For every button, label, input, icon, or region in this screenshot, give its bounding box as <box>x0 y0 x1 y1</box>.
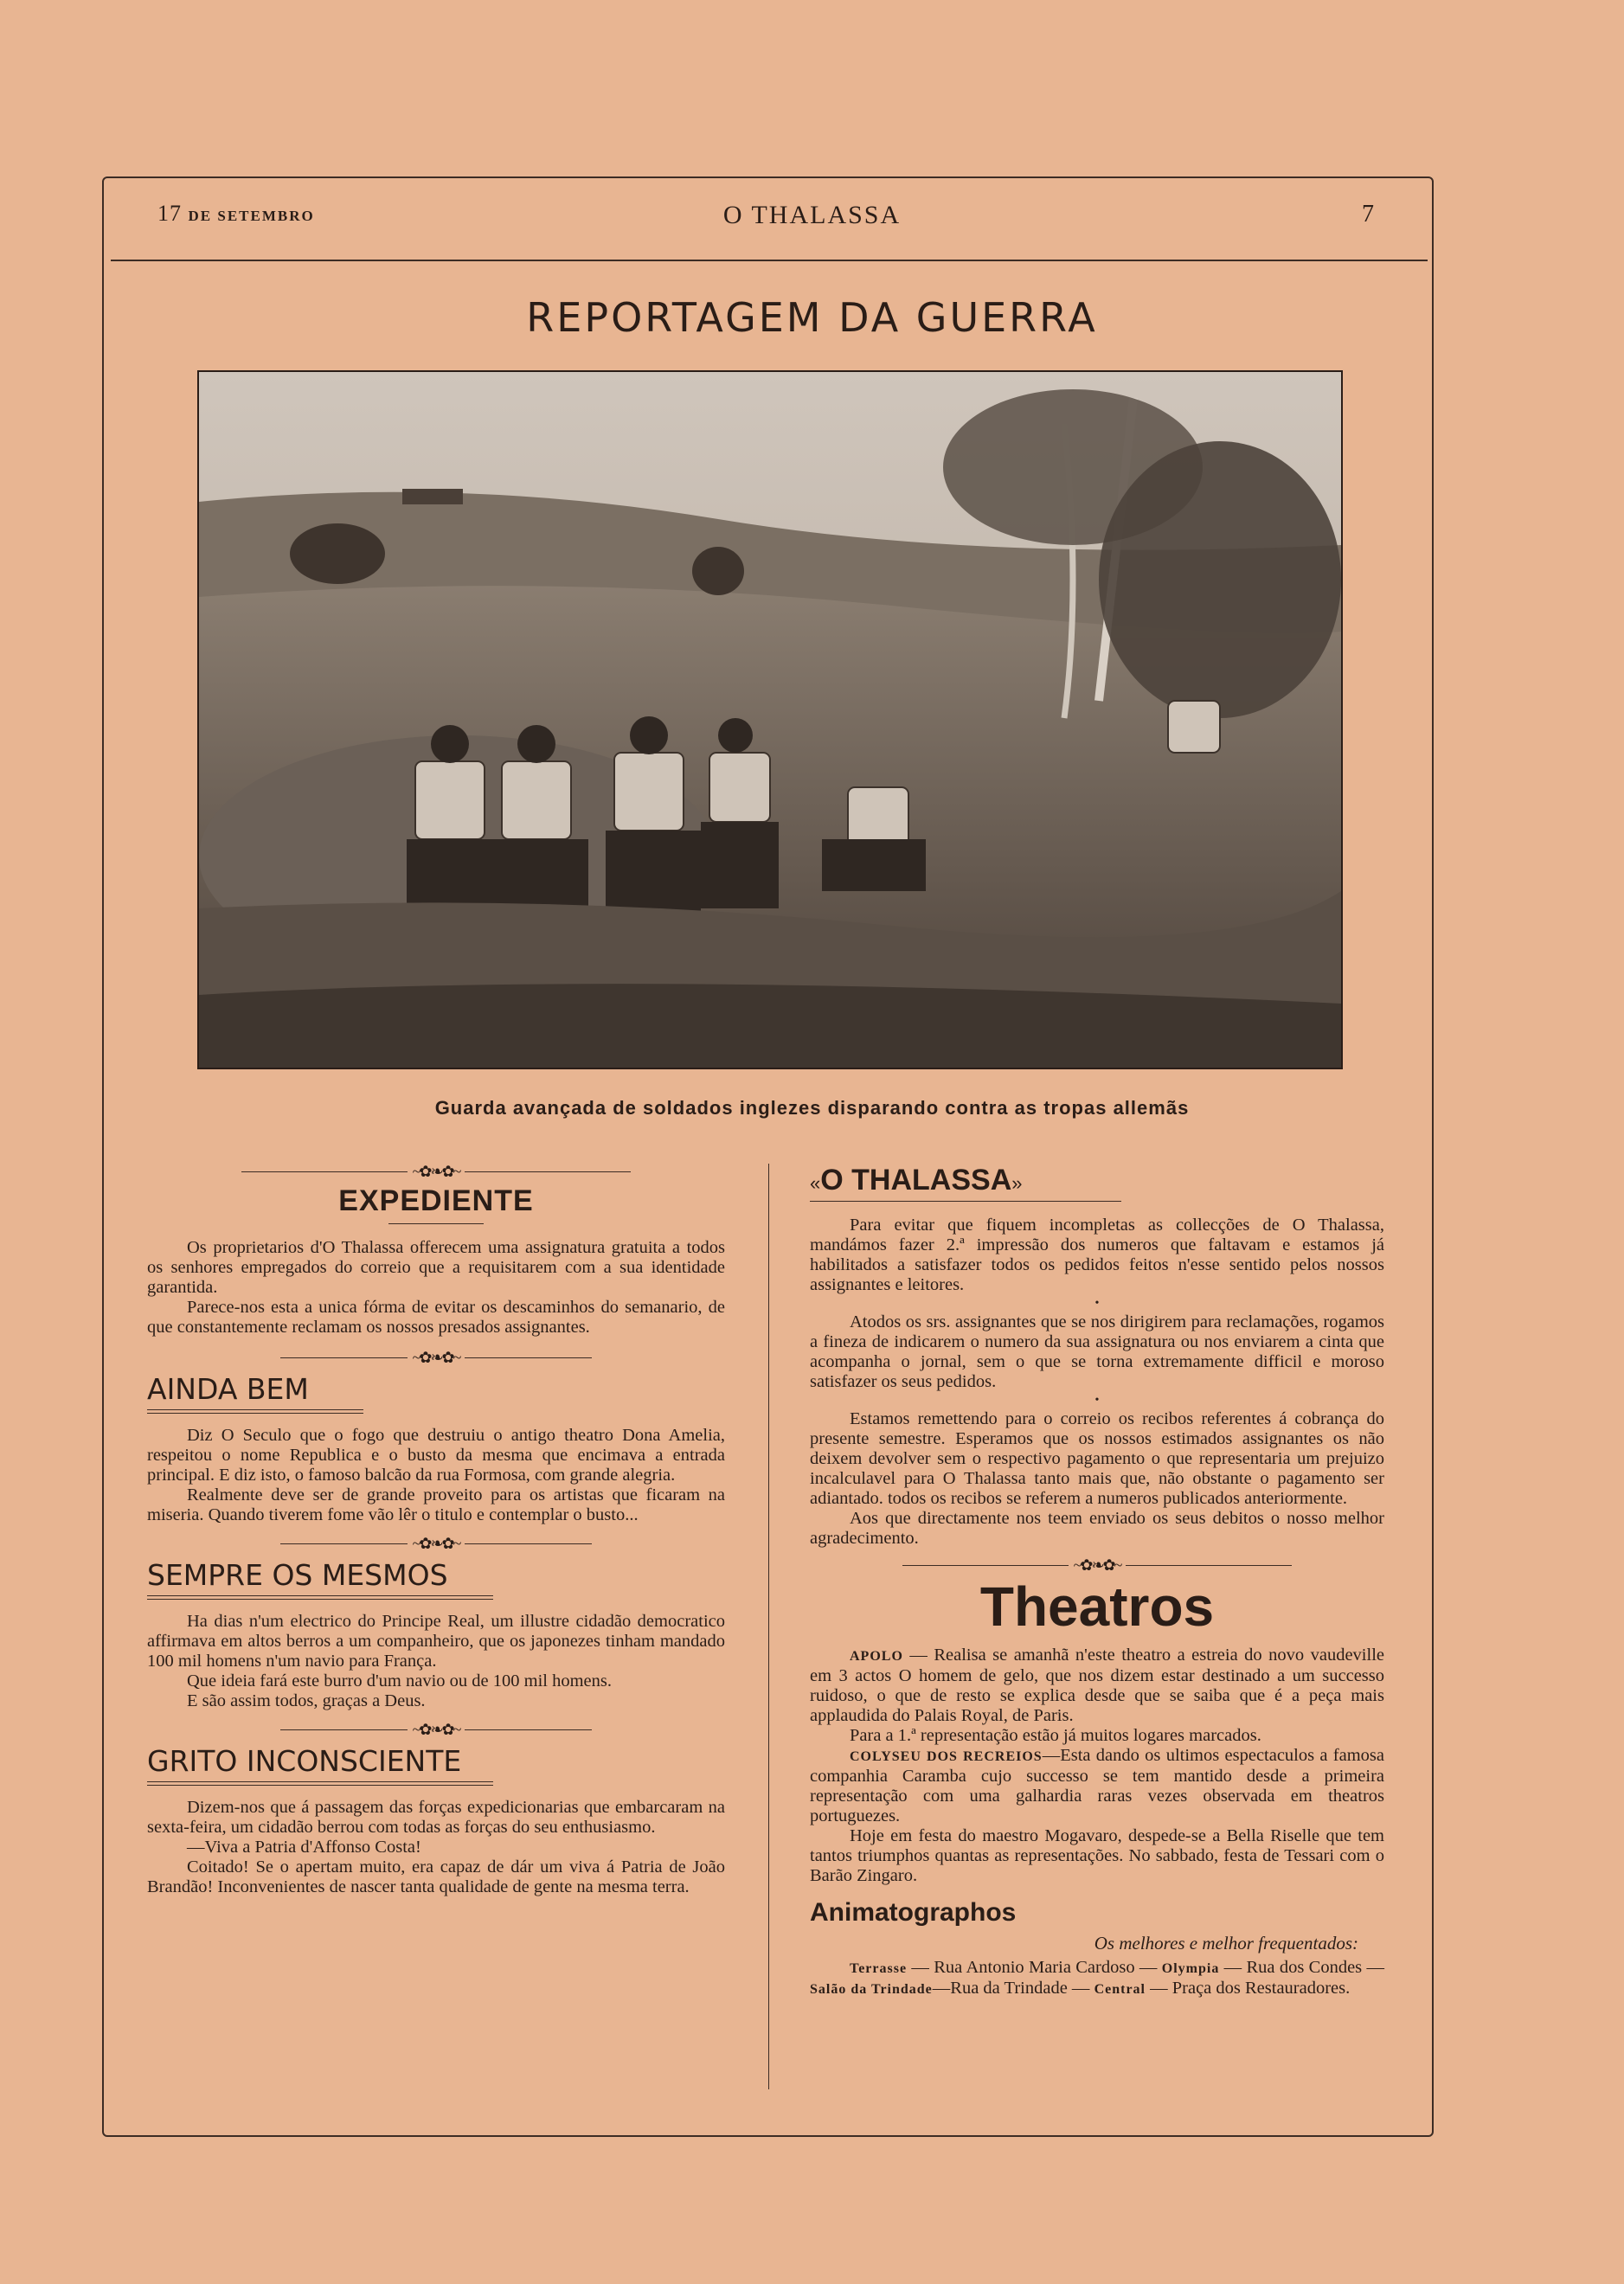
column-divider <box>768 1164 769 2089</box>
animatographos-title: Animatographos <box>810 1898 1017 1927</box>
grito-paragraph-2: —Viva a Patria d'Affonso Costa! <box>187 1838 421 1857</box>
main-title: REPORTAGEM DA GUERRA <box>526 294 1098 341</box>
sempre-paragraph-1: Ha dias n'um electrico do Principe Real, um illustre cidadão democratico affirmava em altos berros a um companheiro, que os japonezes tinham mandado 100 mil homens n'um navio para França. <box>147 1612 725 1671</box>
apolo-paragraph-2: Para a 1.ª representação estão já muitos logares marcados. <box>850 1726 1261 1745</box>
sempre-os-mesmos-title: SEMPRE OS MESMOS <box>147 1558 448 1592</box>
short-rule <box>388 1223 484 1224</box>
thalassa-paragraph-3: Estamos remettendo para o correio os recibos referentes á cobrança do presente semestre. Esperamos que os nossos estimados assignantes os não deixem devolver sem o respectivo pagamento o que representaria um prejuizo incalculavel para O Thalassa tanto mais que, não obstante o pagamento ser adiantado. todos os recibos se referem a numeros publicados anteriormente. <box>810 1409 1384 1508</box>
title-underline <box>810 1201 1121 1202</box>
bullet: • <box>1094 1297 1100 1310</box>
grito-paragraph-1: Dizem-nos que á passagem das forças expedicionarias que embarcaram na sexta-feira, um cidadão berrou com todas as forças do seu enthusiasmo. <box>147 1798 725 1837</box>
title-underline <box>147 1409 363 1414</box>
animatographos-list: Terrasse — Rua Antonio Maria Cardoso — Olympia — Rua dos Condes — Salão da Trindade—Rua da Trindade — Central — Praça dos Restauradores. <box>810 1958 1384 1998</box>
thalassa-paragraph-1: Para evitar que fiquem incompletas as collecções de O Thalassa, mandámos fazer 2.ª impressão dos numeros que faltavam e estamos já habilitados a satisfazer todos os pedidos feitos n'esse sentido pelos nossos assignantes e leitores. <box>810 1216 1384 1294</box>
header-rule <box>111 260 1428 261</box>
header-page-number: 7 <box>1362 201 1375 228</box>
left-column <box>147 1164 725 1897</box>
ornament-divider: ~✿❧✿~ <box>280 1722 592 1737</box>
title-underline <box>147 1595 493 1600</box>
header-date: 17 DE SETEMBRO <box>157 201 315 226</box>
sempre-paragraph-2: Que ideia fará este burro d'um navio ou de 100 mil homens. <box>187 1671 613 1691</box>
thalassa-title: «O THALASSA» <box>810 1164 1023 1197</box>
bullet: • <box>1094 1394 1100 1407</box>
grito-inconsciente-title: GRITO INCONSCIENTE <box>147 1744 462 1778</box>
right-column <box>810 1164 1384 1999</box>
ornament-divider: ~✿❧✿~ <box>902 1557 1292 1573</box>
ornament-divider: ~✿❧✿~ <box>280 1350 592 1365</box>
ainda-bem-title: AINDA BEM <box>147 1372 309 1406</box>
ainda-bem-paragraph-2: Realmente deve ser de grande proveito para os artistas que ficaram na miseria. Quando tiverem fome vão lêr o titulo e contemplar o busto... <box>147 1485 725 1524</box>
photo-caption: Guarda avançada de soldados inglezes disparando contra as tropas allemãs <box>434 1097 1190 1119</box>
ornament-divider: ~✿❧✿~ <box>241 1164 631 1179</box>
expediente-paragraph-2: Parece-nos esta a unica fórma de evitar os descaminhos do semanario, de que constantemente reclamam os nossos presados assignantes. <box>147 1298 725 1337</box>
ainda-bem-paragraph-1: Diz O Seculo que o fogo que destruiu o antigo theatro Dona Amelia, respeitou o nome Republica e o busto da mesma que encimava a entrada principal. E diz isto, o famoso balcão da rua Formosa, com grande alegria. <box>147 1426 725 1485</box>
animatographos-subtitle: Os melhores e melhor frequentados: <box>1094 1933 1358 1954</box>
colyseu-paragraph-2: Hoje em festa do maestro Mogavaro, despede-se a Bella Riselle que tem tantos triumphos quantas as representações. No sabbado, festa de Tessari com o Barão Zingaro. <box>810 1826 1384 1885</box>
title-underline <box>147 1781 493 1786</box>
apolo-paragraph: APOLO — Realisa se amanhã n'este theatro a estreia do novo vaudeville em 3 actos O homem de gelo, que nos dizem estar destinado a um successo ruidoso, o que de resto se explica desde que se saiba que é a peça mais applaudida do Palais Royal, de Paris. <box>810 1646 1384 1725</box>
expediente-paragraph-1: Os proprietarios d'O Thalassa offerecem uma assignatura gratuita a todos os senhores empregados do correio que a requisitarem com a sua identidade garantida. <box>147 1238 725 1297</box>
theatros-title: Theatros <box>979 1575 1215 1638</box>
colyseu-paragraph: COLYSEU DOS RECREIOS—Esta dando os ultimos espectaculos a famosa companhia Caramba cujo successo se tem mantido desde a primeira representação com uma galhardia raras vezes observada em theatros portuguezes. <box>810 1746 1384 1825</box>
thalassa-paragraph-4: Aos que directamente nos teem enviado os seus debitos o nosso melhor agradecimento. <box>810 1509 1384 1548</box>
sempre-paragraph-3: E são assim todos, graças a Deus. <box>187 1691 426 1710</box>
war-photo <box>197 370 1343 1069</box>
expediente-title: EXPEDIENTE <box>338 1184 534 1217</box>
thalassa-paragraph-2: Atodos os srs. assignantes que se nos dirigirem para reclamações, rogamos a fineza de indicarem o numero da sua assignatura ou nos enviarem a cinta que acompanha o jornal, sem o que se torna extremamente difficil e moroso satisfazer os seus pedidos. <box>810 1312 1384 1391</box>
ornament-divider: ~✿❧✿~ <box>280 1536 592 1551</box>
grito-paragraph-3: Coitado! Se o apertam muito, era capaz de dár um viva á Patria de João Brandão! Inconvenientes de nascer tanta qualidade de gente na mesma terra. <box>147 1857 725 1896</box>
header-title: O THALASSA <box>722 201 902 229</box>
